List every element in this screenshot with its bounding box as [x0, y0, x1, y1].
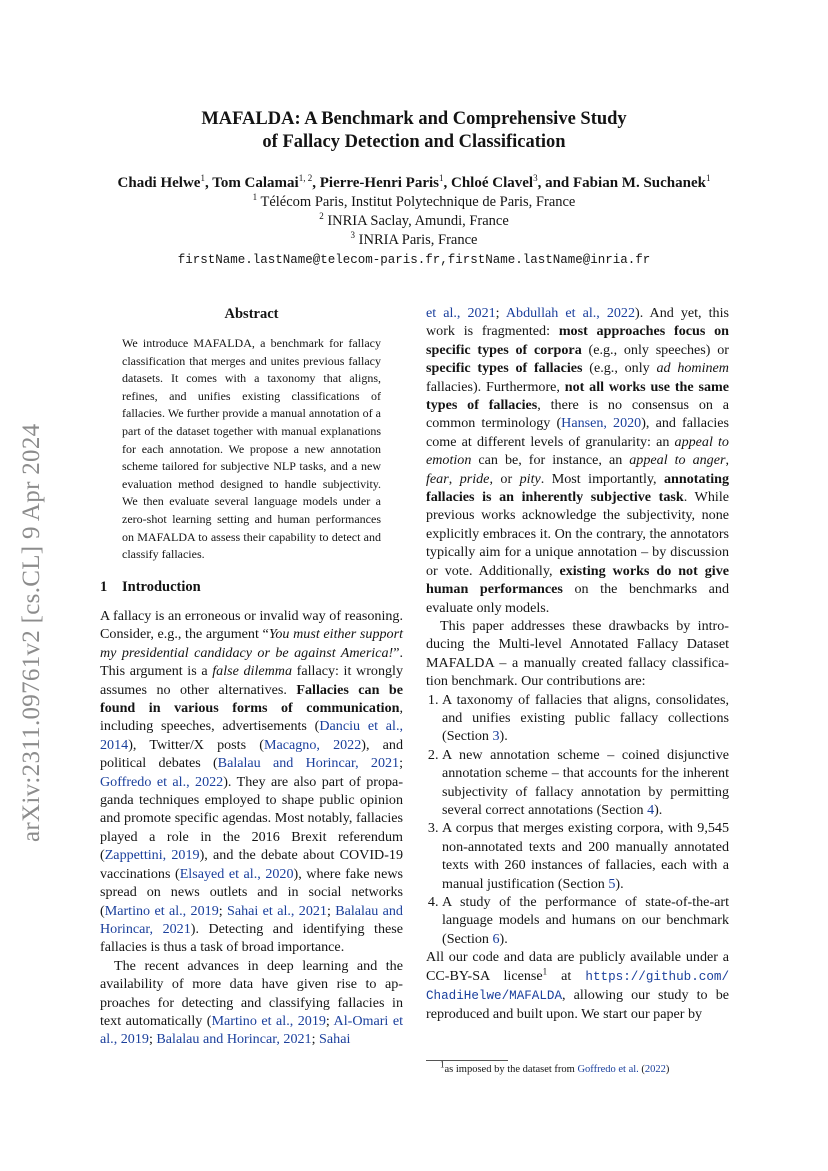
abstract-heading: Abstract: [224, 306, 279, 322]
contribution-item: [442, 893, 729, 948]
bold-text: specific types of fallacies: [426, 360, 583, 377]
text-run: ). And yet, this work is fragmented:: [426, 305, 729, 340]
repository-url-link[interactable]: https://github.com/ ChadiHelwe/MAFALDA: [426, 969, 729, 1004]
text-run: . Most importantly,: [540, 470, 664, 487]
text-run: ;: [399, 755, 404, 772]
citation-link[interactable]: Zappettini, 2019: [104, 847, 200, 864]
abstract-text: We introduce MAFALDA, a benchmark for fallacy classification that merges and unites previous fallacy datasets. It comes with a taxonomy that aligns, refines, and unifies existing classifications of fallacies. We further provide a manual annotation of a part of the dataset together with manual explanations for each annotation. We propose a new annotation scheme tailored for subjective NLP tasks, and a new evaluation method designed to handle subjectivity. We then evaluate several language models under a zero-shot learning setting and human performances on MAFALDA to assess their capability to detect and classify fallacies.: [122, 336, 381, 562]
paragraph: [426, 617, 729, 691]
right-column-body: [426, 304, 729, 1024]
bold-text: not all works use the same types of fallacies: [426, 378, 729, 414]
citation-link[interactable]: 3: [492, 728, 500, 745]
text-run: can be, for instance, an: [471, 452, 630, 469]
contributions-list: [426, 691, 729, 949]
author-affiliation-marker: 1: [439, 173, 444, 183]
paragraph: [100, 607, 403, 957]
author-affiliation-marker: 1: [200, 173, 205, 183]
text-run: . While previous works acknowledge the subjectivity, none explicitly embraces it. On the contrary, the annotators typically aim for a unique annotation – by discussion or vote. Additionally,: [426, 489, 729, 579]
affiliation-text: INRIA Paris, France: [355, 232, 478, 249]
author-name: Tom Calamai: [212, 175, 299, 191]
text-run: ;: [218, 902, 228, 919]
author-emails: firstName.lastName@telecom-paris.fr,firstName.lastName@inria.fr: [177, 252, 651, 267]
author-name: Fabian M. Suchanek: [573, 175, 706, 191]
text-run: , or: [489, 470, 520, 487]
italic-text: pity: [519, 470, 541, 487]
paragraph: [100, 957, 403, 1049]
author-name: Chadi Helwe: [117, 175, 201, 191]
text-run: A taxonomy of fallacies that aligns, consolidates, and unifies existing public fallacy collections (Section: [442, 691, 729, 745]
affiliation-text: Télécom Paris, Institut Polytechnique de Paris, France: [257, 194, 576, 210]
citation-link[interactable]: Goffredo et al.: [577, 1064, 639, 1075]
text-run: ;: [495, 305, 506, 321]
paragraph: [426, 304, 729, 617]
affiliation-marker: 3: [350, 230, 356, 241]
author-affiliation-marker: 1, 2: [298, 173, 313, 183]
citation-link[interactable]: Balalau and Horincar, 2021: [217, 755, 400, 772]
text-run: ): [665, 1064, 670, 1075]
section-title: Introduction: [122, 579, 201, 595]
citation-link[interactable]: Al-Omari et al., 2019: [100, 1012, 403, 1048]
text-run: , allowing our study to be reproduced and built upon. We start our paper by: [426, 987, 729, 1023]
text-run: ;: [325, 1012, 334, 1029]
text-run: as imposed by the dataset from: [444, 1064, 578, 1075]
text-run: This paper addresses these drawbacks by introducing the Multi-level Annotated Fallacy Dataset MAFALDA – a manually created fallacy classification benchmark. Our contributions are:: [426, 617, 729, 690]
contribution-item: [442, 819, 729, 893]
citation-link[interactable]: Martino et al., 2019: [104, 902, 219, 919]
contribution-item: [442, 746, 729, 820]
text-run: ), Twitter/X posts (: [128, 736, 264, 753]
citation-link[interactable]: Hansen, 2020: [561, 415, 642, 432]
text-run: A fallacy is an erroneous or invalid way of reasoning. Consider, e.g., the argument “: [100, 608, 403, 643]
text-run: ), where fake news spread on news outlets and in social networks (: [100, 865, 404, 919]
italic-text: pride: [459, 470, 490, 487]
author-separator: ,: [443, 175, 451, 191]
bold-text: Fallacies can be found in various forms of communication: [100, 681, 403, 717]
text-run: ;: [326, 902, 336, 919]
text-run: ).: [654, 801, 663, 818]
footnote: [440, 1059, 670, 1075]
author-name: Chloé Clavel: [451, 175, 534, 191]
text-run: ,: [725, 452, 729, 469]
author-name: Pierre-Henri Paris: [319, 175, 439, 191]
affiliation-marker: 1: [252, 192, 258, 203]
citation-link[interactable]: 2022: [644, 1064, 666, 1075]
text-run: A study of the performance of state-of-the-art language models and humans on our benchmark (Section: [442, 894, 729, 947]
paragraph-no-indent: [426, 948, 729, 1024]
footnote-rule: [426, 1060, 508, 1061]
text-run: ).: [499, 728, 508, 745]
italic-text: You must either support my presidential candidacy or be against America!: [100, 626, 404, 661]
text-run: (e.g., only speeches) or: [581, 341, 729, 358]
text-run: , there is no consensus on a common terminology (: [426, 397, 730, 432]
affiliation-marker: 2: [319, 211, 324, 222]
citation-link[interactable]: Sahai: [319, 1031, 351, 1048]
citation-link[interactable]: Balalau and Horincar, 2021: [156, 1031, 312, 1048]
text-run: ”. This argument is a: [100, 644, 403, 680]
text-run: ), and political debates (: [100, 736, 404, 772]
text-run: fallacies). Furthermore,: [426, 378, 565, 395]
bold-text: existing works do not give human performances: [426, 562, 729, 598]
affiliation-list: [100, 193, 728, 251]
author-separator: ,: [204, 175, 213, 191]
text-run: ).: [615, 875, 624, 892]
italic-text: appeal to emotion: [426, 433, 729, 469]
text-run: A corpus that merges existing corpora, with 9,545 non-annotated texts and 200 manually annotated texts with 260 instances of fallacies, each with a manual justification (Section: [442, 820, 729, 892]
author-separator: , and: [537, 175, 574, 191]
text-run: ).: [499, 930, 508, 947]
arxiv-identifier-stamp: arXiv:2311.09761v2 [cs.CL] 9 Apr 2024: [18, 423, 45, 842]
text-run: ). Detecting and identifying these fallacies is thus a task of broad importance.: [100, 920, 404, 956]
text-run: ;: [148, 1031, 157, 1048]
paper-title: [100, 108, 728, 154]
text-run: ), and the debate about COVID-19 vaccinations (: [100, 847, 403, 882]
affiliations: [100, 193, 728, 270]
citation-link[interactable]: Balalau and Horincar, 2021: [100, 902, 403, 937]
text-run: ), and fallacies come at different levels of granularity: an: [426, 415, 729, 450]
citation-link[interactable]: 4: [647, 801, 655, 818]
italic-text: appeal to anger: [629, 452, 726, 469]
author-list: [40, 174, 788, 193]
section-heading-introduction: [100, 579, 201, 596]
text-run: ;: [311, 1031, 320, 1048]
citation-link[interactable]: 6: [492, 930, 500, 947]
italic-text: false dilemma: [212, 663, 293, 680]
title-line-2: of Fallacy Detection and Classification: [262, 132, 566, 152]
author-affiliation-marker: 3: [533, 173, 538, 183]
text-run: All our code and data are publicly available under a CC-BY-SA license: [426, 949, 729, 984]
citation-link[interactable]: Abdullah et al., 2022: [505, 305, 636, 321]
citation-link[interactable]: Goffredo et al., 2022: [100, 773, 224, 790]
text-run: fallacy: it wrongly assumes no other alternatives.: [100, 663, 403, 698]
footnote-marker: 1: [440, 1059, 445, 1070]
footnote-marker: 1: [542, 965, 548, 976]
text-run: on the benchmarks and evaluate only models.: [426, 581, 729, 616]
text-run: (: [638, 1064, 645, 1075]
citation-link[interactable]: 5: [608, 875, 616, 892]
text-run: A new annotation scheme – coined disjunctive annotation scheme – that accounts for the inherent subjectivity of fallacy annotation by permitting several correct annotations (Section: [442, 746, 729, 818]
text-run: The recent advances in deep learning and the availability of more data have given rise to approaches for detecting and classifying fallacies in text automatically (: [100, 957, 403, 1029]
bold-text: most approaches focus on specific types of corpora: [426, 323, 729, 358]
author-affiliation-marker: 1: [705, 173, 711, 183]
title-line-1: MAFALDA: A Benchmark and Comprehensive Study: [201, 109, 627, 129]
author-separator: ,: [312, 175, 320, 191]
affiliation-text: INRIA Saclay, Amundi, France: [323, 213, 509, 230]
citation-link[interactable]: Macagno, 2022: [263, 736, 362, 753]
citation-link[interactable]: Danciu et al., 2014: [100, 718, 403, 753]
text-run: ,: [448, 470, 460, 487]
text-run: , including speeches, advertisements (: [100, 700, 403, 735]
affiliation-line: [100, 231, 728, 250]
italic-text: fear: [426, 470, 449, 487]
affiliation-line: [100, 193, 728, 212]
affiliation-line: [100, 212, 728, 231]
contribution-item: [442, 691, 729, 746]
citation-link[interactable]: Sahai et al., 2021: [227, 902, 327, 919]
citation-link[interactable]: Elsayed et al., 2020: [179, 865, 294, 882]
citation-link[interactable]: et al., 2021: [426, 305, 496, 321]
italic-text: ad hominem: [656, 360, 729, 377]
bold-text: annotating fallacies is an inherently subjective task: [426, 470, 729, 506]
text-run: (e.g., only: [582, 360, 657, 377]
text-run: ). They are also part of propaganda techniques employed to shape public opinion and promote specific agendas. Most notably, fallacies played a role in the 2016 Brexit referendum (: [100, 773, 404, 864]
citation-link[interactable]: Martino et al., 2019: [211, 1012, 326, 1029]
text-run: at: [547, 967, 586, 984]
section-number: 1: [100, 579, 108, 595]
left-column-body: [100, 607, 403, 1049]
